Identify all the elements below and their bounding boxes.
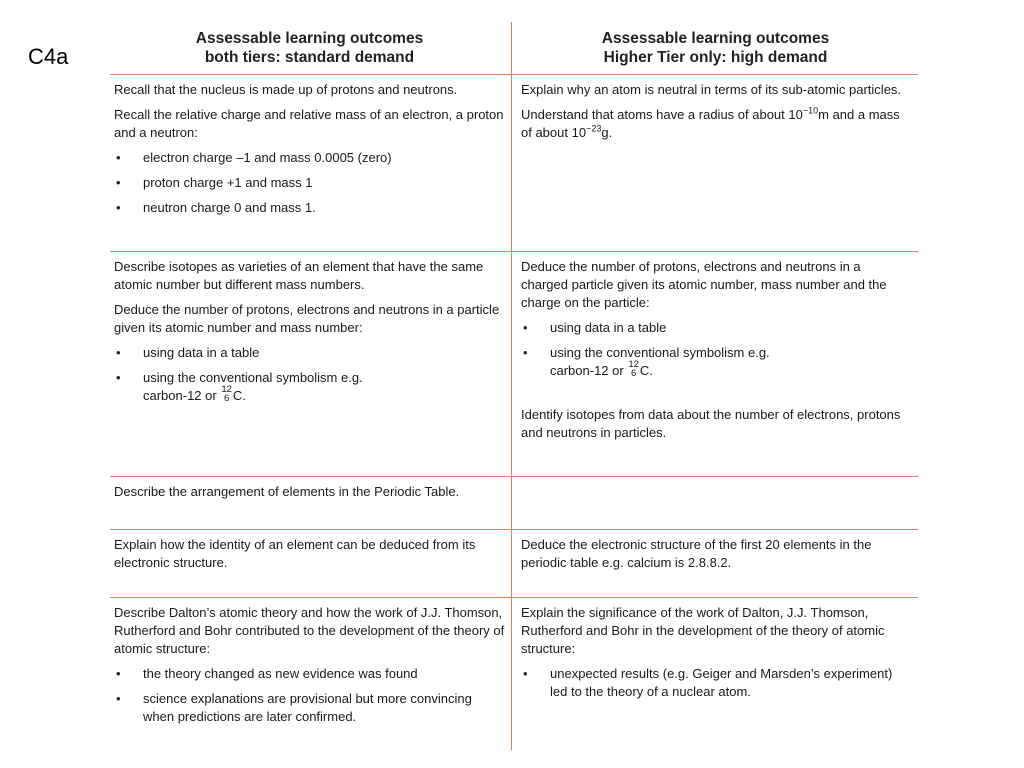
outcome-text: Recall that the nucleus is made up of protons and neutrons. <box>114 82 458 97</box>
table-row <box>110 530 918 598</box>
row2-left-cell <box>110 252 511 476</box>
header-right-line1: Assessable learning outcomes <box>601 30 830 47</box>
row4-right-cell <box>511 530 918 597</box>
list-item: • using data in a table <box>116 345 260 360</box>
row5-left-cell <box>110 598 511 750</box>
bullet-list <box>114 344 505 406</box>
header-left-line2: both tiers: standard demand <box>204 49 415 66</box>
list-item: • using data in a table <box>523 320 667 335</box>
table-row <box>110 477 918 530</box>
list-item: • proton charge +1 and mass 1 <box>116 175 313 190</box>
list-item: • using the conventional symbolism e.g. carbon-12 or 12 6 C. <box>523 345 770 379</box>
list-item: • using the conventional symbolism e.g. carbon-12 or 12 6 C. <box>116 370 363 404</box>
bullet-list <box>521 319 910 381</box>
bullet-list <box>114 665 505 726</box>
row5-right-cell <box>511 598 918 750</box>
outcome-text: Explain how the identity of an element can be deduced from its electronic structure. <box>114 537 476 570</box>
row1-left-cell <box>110 75 511 251</box>
row3-right-cell <box>511 477 918 529</box>
outcome-text: Understand that atoms have a radius of about $10^{-10}m$ and a mass of about $10^{-23}g$. <box>521 105 900 140</box>
table-row <box>110 252 918 477</box>
row3-left-cell <box>110 477 511 529</box>
list-item: • science explanations are provisional but more convincing when predictions are later confirmed. <box>116 691 472 724</box>
outcome-text: Explain the significance of the work of Dalton, J.J. Thomson, Rutherford and Bohr in the development of the theory of atomic structure: <box>521 605 885 656</box>
nuclide-notation: 12 6 <box>628 358 639 379</box>
row2-right-cell <box>511 252 918 476</box>
table-row <box>110 75 918 252</box>
list-item: • the theory changed as new evidence was found <box>116 666 418 681</box>
row1-right-cell <box>511 75 918 251</box>
learning-outcomes-table <box>110 22 918 750</box>
outcome-text: Deduce the number of protons, electrons and neutrons in a charged particle given its atomic number, mass number and the charge on the particle: <box>521 259 887 310</box>
row4-left-cell <box>110 530 511 597</box>
outcome-text: Deduce the number of protons, electrons and neutrons in a particle given its atomic number and mass number: <box>114 302 500 335</box>
outcome-text: Recall the relative charge and relative mass of an electron, a proton and a neutron: <box>114 107 504 140</box>
bullet-list <box>114 149 505 217</box>
header-high-demand <box>511 22 918 74</box>
nuclide-notation: 12 6 <box>221 383 232 404</box>
bullet-list <box>521 665 910 701</box>
header-standard-demand <box>110 22 511 74</box>
table-header <box>110 22 918 75</box>
outcome-text: Describe isotopes as varieties of an element that have the same atomic number but different mass numbers. <box>114 259 484 292</box>
outcome-text: Explain why an atom is neutral in terms of its sub-atomic particles. <box>521 82 902 97</box>
table-row <box>110 598 918 750</box>
list-item: • unexpected results (e.g. Geiger and Marsden’s experiment) led to the theory of a nuclear atom. <box>523 666 893 699</box>
list-item: • electron charge –1 and mass 0.0005 (zero) <box>116 150 392 165</box>
outcome-text: Deduce the electronic structure of the first 20 elements in the periodic table e.g. calcium is 2.8.8.2. <box>521 537 872 570</box>
outcome-text: Describe the arrangement of elements in the Periodic Table. <box>114 484 460 499</box>
list-item: • neutron charge 0 and mass 1. <box>116 200 316 215</box>
outcome-text: Describe Dalton’s atomic theory and how the work of J.J. Thomson, Rutherford and Bohr contributed to the development of the theory of atomic structure: <box>114 605 505 656</box>
outcome-text: Identify isotopes from data about the number of electrons, protons and neutrons in particles. <box>521 406 901 440</box>
header-right-line2: Higher Tier only: high demand <box>603 49 828 66</box>
header-left-line1: Assessable learning outcomes <box>195 30 424 47</box>
slide-label: C4a <box>28 44 69 69</box>
